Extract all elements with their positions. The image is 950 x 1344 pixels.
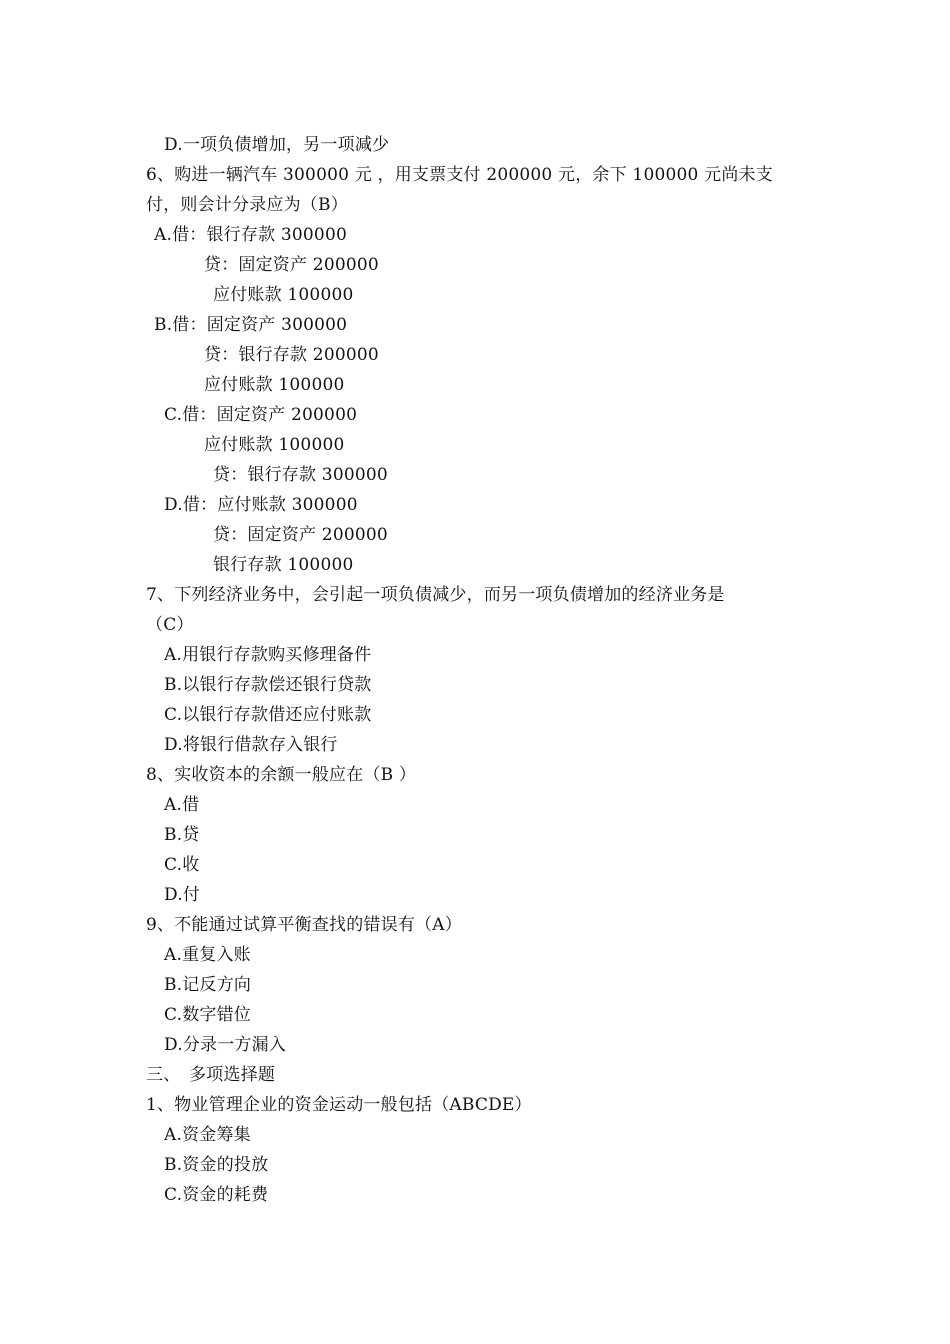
q9-option-d: D.分录一方漏入 xyxy=(164,1035,287,1055)
mq1-option-b: B.资金的投放 xyxy=(164,1155,269,1175)
q8-option-a: A.借 xyxy=(164,795,200,815)
q5-option-d: D.一项负债增加，另一项减少 xyxy=(164,135,390,155)
q6-option-a-credit2: 应付账款 100000 xyxy=(213,285,354,305)
q7-option-a: A.用银行存款购买修理备件 xyxy=(164,645,372,665)
q6-option-c-debit2: 应付账款 100000 xyxy=(204,435,345,455)
q9-option-b: B.记反方向 xyxy=(164,975,252,995)
q8-stem: 8、实收资本的余额一般应在（B ） xyxy=(146,765,417,785)
q6-option-b-credit2: 应付账款 100000 xyxy=(204,375,345,395)
q9-stem: 9、不能通过试算平衡查找的错误有（A） xyxy=(146,915,462,935)
q8-option-d: D.付 xyxy=(164,885,201,905)
q6-option-d-credit: 贷：固定资产 200000 xyxy=(213,525,388,545)
q6-option-b: B.借：固定资产 300000 xyxy=(154,315,348,335)
q8-option-c: C.收 xyxy=(164,855,200,875)
q6-option-d-credit2: 银行存款 100000 xyxy=(213,555,354,575)
q6-option-d: D.借：应付账款 300000 xyxy=(164,495,358,515)
q7-stem-line1: 7、下列经济业务中，会引起一项负债减少，而另一项负债增加的经济业务是 xyxy=(146,585,725,605)
q7-option-c: C.以银行存款借还应付账款 xyxy=(164,705,372,725)
q6-option-a-credit: 贷：固定资产 200000 xyxy=(204,255,379,275)
q9-option-c: C.数字错位 xyxy=(164,1005,252,1025)
mq1-option-a: A.资金筹集 xyxy=(164,1125,251,1145)
mq1-stem: 1、物业管理企业的资金运动一般包括（ABCDE） xyxy=(146,1095,532,1115)
mq1-option-c: C.资金的耗费 xyxy=(164,1185,269,1205)
q9-option-a: A.重复入账 xyxy=(164,945,251,965)
q7-stem-line2: （C） xyxy=(146,615,194,635)
section-heading-multiple-choice: 三、 多项选择题 xyxy=(146,1065,276,1085)
q6-stem-line1: 6、购进一辆汽车 300000 元 ，用支票支付 200000 元，余下 100000 元尚未支 xyxy=(146,165,773,185)
q6-option-c-credit: 贷：银行存款 300000 xyxy=(213,465,388,485)
q6-option-b-credit: 贷：银行存款 200000 xyxy=(204,345,379,365)
q6-option-c: C.借：固定资产 200000 xyxy=(164,405,358,425)
q6-stem-line2: 付，则会计分录应为（B） xyxy=(146,195,348,215)
q6-option-a: A.借：银行存款 300000 xyxy=(154,225,347,245)
q7-option-b: B.以银行存款偿还银行贷款 xyxy=(164,675,372,695)
q8-option-b: B.贷 xyxy=(164,825,200,845)
q7-option-d: D.将银行借款存入银行 xyxy=(164,735,338,755)
